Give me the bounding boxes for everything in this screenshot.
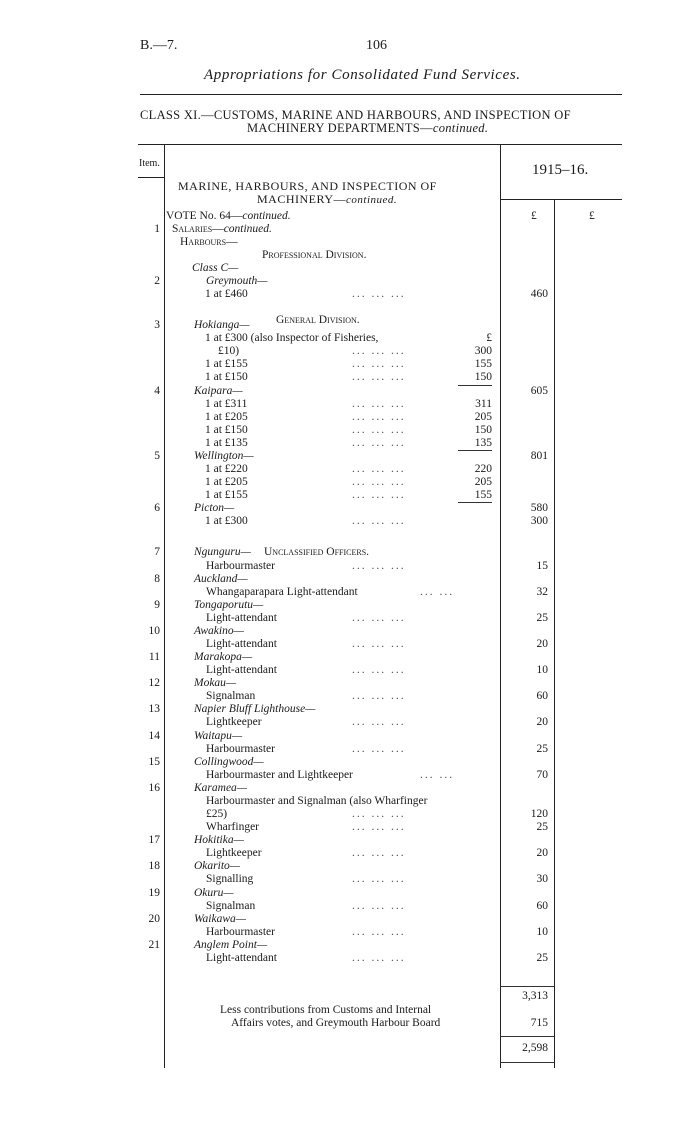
table-row [0,952,700,965]
item-header-rule [138,177,164,178]
subtotal-rule [458,450,492,451]
unclassified-officers-heading: Unclassified Officers. [264,546,370,558]
location-name: Okuru— [194,887,234,899]
table-row [0,625,700,638]
table-row [0,332,700,345]
table-row [0,450,700,463]
salaries-label: Salaries— [172,223,224,235]
item-number: 19 [148,887,160,899]
section-title-line2-italic: continued. [346,194,398,206]
running-title: Appropriations for Consolidated Fund Services. [204,67,521,83]
table-row [0,489,700,502]
location-name: Collingwood— [194,756,264,768]
detail-amount: £ [486,332,492,344]
net-total-top-rule [500,1036,554,1037]
table-row [0,288,700,301]
table-row [0,573,700,586]
leader-dots: ... ... ... [352,515,406,527]
position-description: 1 at £150 [205,371,248,383]
item-amount: 120 [530,808,548,820]
table-row [0,463,700,476]
position-description: 1 at £220 [205,463,248,475]
table-row [0,319,700,332]
item-amount: 25 [536,952,548,964]
item-amount: 20 [536,847,548,859]
salaries-line [172,223,272,235]
item-amount: 10 [536,664,548,676]
item-amount: 10 [536,926,548,938]
less-contributions-line1: Less contributions from Customs and Internal [220,1004,432,1016]
leader-dots: ... ... [420,586,455,598]
table-row [0,821,700,834]
leader-dots: ... ... ... [352,690,406,702]
item-amount: 605 [530,385,548,397]
detail-amount: 300 [474,345,492,357]
item-number: 20 [148,913,160,925]
item-number: 15 [148,756,160,768]
table-row [0,795,700,808]
item-number: 6 [154,502,160,514]
leader-dots: ... ... ... [352,900,406,912]
leader-dots: ... ... ... [352,411,406,423]
position-description: Harbourmaster [206,560,275,572]
table-row [0,887,700,900]
page-reference: B.—7. [140,38,178,53]
table-row [0,424,700,437]
item-number: 5 [154,450,160,462]
item-number: 17 [148,834,160,846]
leader-dots: ... ... ... [352,476,406,488]
location-name: Anglem Point— [194,939,268,951]
position-description: 1 at £300 (also Inspector of Fisheries, [205,332,379,344]
page-number: 106 [366,38,387,53]
position-description: 1 at £155 [205,489,248,501]
item-amount: 460 [530,288,548,300]
less-contributions-amount: 715 [530,1017,548,1029]
item-amount: 25 [536,743,548,755]
harbours-label: Harbours— [180,236,238,248]
table-top-rule [138,144,622,145]
table-row [0,900,700,913]
section-title-line1: MARINE, HARBOURS, AND INSPECTION OF [178,179,437,193]
position-description: Harbourmaster and Lightkeeper [206,769,353,781]
table-row [0,782,700,795]
location-name: Awakino— [194,625,244,637]
item-column-header: Item. [139,158,160,169]
net-total-bottom-rule [500,1062,554,1063]
less-contributions-line2: Affairs votes, and Greymouth Harbour Board [231,1017,441,1029]
detail-amount: 150 [474,371,492,383]
item-number: 12 [148,677,160,689]
item-amount: 60 [536,690,548,702]
position-description: Light-attendant [206,952,277,964]
header-rule [140,94,622,95]
location-name: Marakopa— [194,651,253,663]
position-description: 1 at £300 [205,515,248,527]
table-row [0,638,700,651]
leader-dots: ... ... ... [352,489,406,501]
table-row [0,703,700,716]
item-number: 8 [154,573,160,585]
table-row [0,515,700,528]
year-column-header: 1915–16. [532,162,589,178]
table-row [0,939,700,952]
subtotal-rule [458,385,492,386]
position-description: Lightkeeper [206,716,262,728]
item-amount: 60 [536,900,548,912]
leader-dots: ... ... ... [352,288,406,300]
location-name: Ngunguru— [194,546,251,558]
location-name: Hokianga— [194,319,250,331]
item-amount: 30 [536,873,548,885]
table-row [0,502,700,515]
leader-dots: ... ... ... [352,873,406,885]
leader-dots: ... ... ... [352,358,406,370]
item-number: 9 [154,599,160,611]
table-row [0,664,700,677]
leader-dots: ... ... ... [352,821,406,833]
position-description: Light-attendant [206,638,277,650]
position-description: £10) [218,345,240,357]
position-description: Wharfinger [206,821,259,833]
table-row [0,690,700,703]
detail-amount: 311 [475,398,492,410]
class-heading-line2 [247,121,488,136]
subtotal-rule [458,502,492,503]
item-number: 14 [148,730,160,742]
table-row [0,926,700,939]
location-name: Tongaporutu— [194,599,264,611]
table-row [0,371,700,384]
leader-dots: ... ... ... [352,847,406,859]
detail-amount: 205 [474,476,492,488]
table-row [0,860,700,873]
position-description: Harbourmaster [206,926,275,938]
detail-amount: 155 [474,358,492,370]
detail-amount: 150 [474,424,492,436]
year-header-rule [500,199,622,200]
item-number: 10 [148,625,160,637]
detail-amount: 155 [474,489,492,501]
item-amount: 20 [536,716,548,728]
item-amount: 25 [536,821,548,833]
table-row [0,358,700,371]
position-description: Lightkeeper [206,847,262,859]
leader-dots: ... ... ... [352,808,406,820]
table-row [0,398,700,411]
leader-dots: ... ... ... [352,664,406,676]
section-title-line2-main: MACHINERY— [257,192,347,206]
position-description: 1 at £205 [205,411,248,423]
item-amount: 801 [530,450,548,462]
leader-dots: ... ... ... [352,560,406,572]
subtotal-rule [500,986,554,987]
detail-amount: 220 [474,463,492,475]
table-row [0,756,700,769]
item-number: 4 [154,385,160,397]
leader-dots: ... ... [420,769,455,781]
table-row [0,586,700,599]
item-number: 21 [148,939,160,951]
item-amount: 300 [530,515,548,527]
salaries-continued: continued. [223,223,272,235]
general-division-heading: General Division. [276,314,360,326]
position-description: Harbourmaster and Signalman (also Wharfinger [206,795,428,807]
table-row [0,730,700,743]
position-description: Signalling [206,873,254,885]
leader-dots: ... ... ... [352,398,406,410]
table-row [0,834,700,847]
position-description: 1 at £150 [205,424,248,436]
currency-symbol-left: £ [531,210,537,222]
leader-dots: ... ... ... [352,345,406,357]
position-description: 1 at £311 [205,398,248,410]
position-description: 1 at £205 [205,476,248,488]
table-row [0,769,700,782]
position-description: 1 at £155 [205,358,248,370]
location-name: Okarito— [194,860,240,872]
position-description: Signalman [206,900,256,912]
item-number: 13 [148,703,160,715]
table-row [0,743,700,756]
item-number: 16 [148,782,160,794]
location-name: Waitapu— [194,730,243,742]
vote-line [166,210,291,222]
table-row [0,546,700,559]
leader-dots: ... ... ... [352,926,406,938]
position-description: Harbourmaster [206,743,275,755]
table-row [0,651,700,664]
table-row [0,808,700,821]
location-name: Wellington— [194,450,254,462]
leader-dots: ... ... ... [352,612,406,624]
table-row [0,612,700,625]
currency-symbol-right: £ [589,210,595,222]
class-c-label: Class C— [192,262,239,274]
table-row [0,385,700,398]
table-row [0,599,700,612]
table-row [0,345,700,358]
position-description: Light-attendant [206,664,277,676]
position-description: 1 at £460 [205,288,248,300]
class-heading-line1: CLASS XI.—CUSTOMS, MARINE AND HARBOURS, AND INSPECTION OF [140,108,571,122]
item-amount: 32 [536,586,548,598]
item-amount: 25 [536,612,548,624]
item-number: 3 [154,319,160,331]
position-description: Signalman [206,690,256,702]
subtotal-amount: 3,313 [522,990,548,1002]
item-number: 7 [154,546,160,558]
leader-dots: ... ... ... [352,437,406,449]
location-name: Karamea— [194,782,248,794]
leader-dots: ... ... ... [352,371,406,383]
location-name: Auckland— [194,573,248,585]
position-description: Light-attendant [206,612,277,624]
class-heading-line2-main: MACHINERY DEPARTMENTS— [247,121,433,135]
table-row [0,411,700,424]
table-row [0,275,700,288]
class-heading-line2-italic: continued. [432,121,489,135]
leader-dots: ... ... ... [352,743,406,755]
vote-label: VOTE No. 64— [166,210,243,222]
table-row [0,716,700,729]
leader-dots: ... ... ... [352,638,406,650]
table-row [0,847,700,860]
location-name: Picton— [194,502,235,514]
location-name: Waikawa— [194,913,246,925]
table-row [0,560,700,573]
item-amount: 15 [536,560,548,572]
location-name: Kaipara— [194,385,243,397]
vote-continued: continued. [242,210,291,222]
location-name: Mokau— [194,677,237,689]
item-amount: 70 [536,769,548,781]
location-name: Napier Bluff Lighthouse— [194,703,316,715]
item-number-1: 1 [154,223,160,235]
position-description: 1 at £135 [205,437,248,449]
detail-amount: 135 [474,437,492,449]
net-total-amount: 2,598 [522,1042,548,1054]
table-row [0,677,700,690]
item-amount: 20 [536,638,548,650]
section-title-line2 [257,192,397,207]
item-number: 18 [148,860,160,872]
location-name: Greymouth— [206,275,268,287]
position-description: Whangaparapara Light-attendant [206,586,358,598]
table-row [0,913,700,926]
item-number: 2 [154,275,160,287]
table-row [0,437,700,450]
location-name: Hokitika— [194,834,244,846]
leader-dots: ... ... ... [352,716,406,728]
leader-dots: ... ... ... [352,463,406,475]
table-row [0,873,700,886]
leader-dots: ... ... ... [352,424,406,436]
professional-division-heading: Professional Division. [262,249,367,261]
item-amount: 580 [530,502,548,514]
table-row [0,476,700,489]
leader-dots: ... ... ... [352,952,406,964]
item-number: 11 [148,651,160,663]
detail-amount: 205 [474,411,492,423]
position-description: £25) [206,808,228,820]
